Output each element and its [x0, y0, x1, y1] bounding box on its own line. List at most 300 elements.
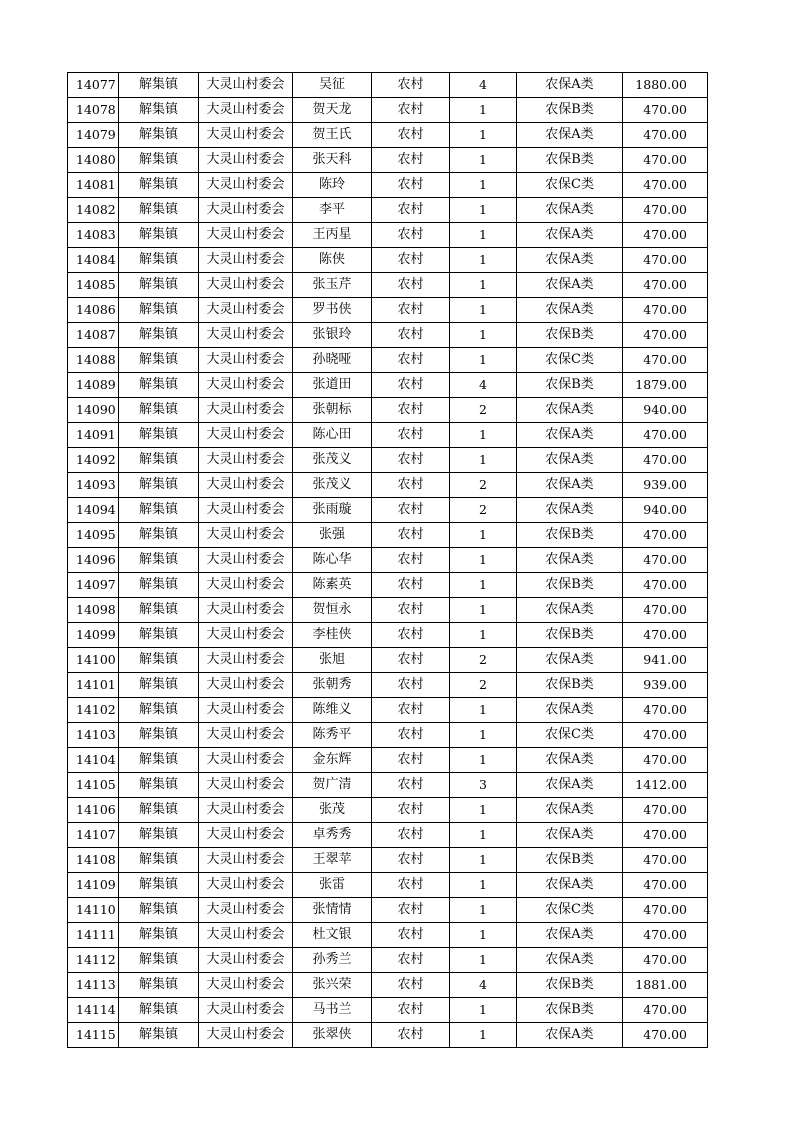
- table-row: [68, 823, 708, 848]
- amount-cell: 470.00: [623, 223, 708, 248]
- amount-cell: 1879.00: [623, 373, 708, 398]
- table-row: [68, 523, 708, 548]
- name-cell: 张天科: [293, 148, 372, 173]
- area-type-cell: 农村: [372, 473, 450, 498]
- table-row: [68, 748, 708, 773]
- area-type-cell: 农村: [372, 848, 450, 873]
- name-cell: 李桂侠: [293, 623, 372, 648]
- village-committee-cell: 大灵山村委会: [199, 473, 293, 498]
- insurance-class-cell: 农保C类: [517, 723, 623, 748]
- village-committee-cell: 大灵山村委会: [199, 873, 293, 898]
- town-cell: 解集镇: [119, 673, 199, 698]
- household-count-cell: 1: [450, 748, 517, 773]
- record-id-cell: 14098: [68, 598, 119, 623]
- insurance-class-cell: 农保B类: [517, 623, 623, 648]
- area-type-cell: 农村: [372, 873, 450, 898]
- area-type-cell: 农村: [372, 323, 450, 348]
- amount-cell: 470.00: [623, 848, 708, 873]
- area-type-cell: 农村: [372, 1023, 450, 1048]
- household-count-cell: 1: [450, 348, 517, 373]
- town-cell: 解集镇: [119, 273, 199, 298]
- town-cell: 解集镇: [119, 373, 199, 398]
- table-row: [68, 798, 708, 823]
- village-committee-cell: 大灵山村委会: [199, 248, 293, 273]
- name-cell: 张朝标: [293, 398, 372, 423]
- record-id-cell: 14104: [68, 748, 119, 773]
- area-type-cell: 农村: [372, 673, 450, 698]
- town-cell: 解集镇: [119, 873, 199, 898]
- household-count-cell: 1: [450, 523, 517, 548]
- household-count-cell: 1: [450, 98, 517, 123]
- name-cell: 张雨璇: [293, 498, 372, 523]
- table-row: [68, 73, 708, 98]
- household-count-cell: 3: [450, 773, 517, 798]
- table-row: [68, 348, 708, 373]
- amount-cell: 470.00: [623, 723, 708, 748]
- amount-cell: 470.00: [623, 273, 708, 298]
- record-id-cell: 14080: [68, 148, 119, 173]
- table-row: [68, 273, 708, 298]
- household-count-cell: 1: [450, 323, 517, 348]
- insurance-class-cell: 农保A类: [517, 73, 623, 98]
- area-type-cell: 农村: [372, 648, 450, 673]
- town-cell: 解集镇: [119, 423, 199, 448]
- village-committee-cell: 大灵山村委会: [199, 298, 293, 323]
- area-type-cell: 农村: [372, 523, 450, 548]
- amount-cell: 470.00: [623, 98, 708, 123]
- amount-cell: 470.00: [623, 623, 708, 648]
- area-type-cell: 农村: [372, 98, 450, 123]
- insurance-class-cell: 农保A类: [517, 823, 623, 848]
- amount-cell: 470.00: [623, 173, 708, 198]
- table-row: [68, 223, 708, 248]
- record-id-cell: 14094: [68, 498, 119, 523]
- town-cell: 解集镇: [119, 223, 199, 248]
- record-id-cell: 14097: [68, 573, 119, 598]
- insurance-class-cell: 农保A类: [517, 248, 623, 273]
- village-committee-cell: 大灵山村委会: [199, 848, 293, 873]
- record-id-cell: 14084: [68, 248, 119, 273]
- amount-cell: 1881.00: [623, 973, 708, 998]
- village-committee-cell: 大灵山村委会: [199, 598, 293, 623]
- table-row: [68, 198, 708, 223]
- insurance-class-cell: 农保A类: [517, 448, 623, 473]
- household-count-cell: 1: [450, 173, 517, 198]
- table-row: [68, 248, 708, 273]
- household-count-cell: 1: [450, 723, 517, 748]
- name-cell: 张强: [293, 523, 372, 548]
- record-id-cell: 14106: [68, 798, 119, 823]
- town-cell: 解集镇: [119, 523, 199, 548]
- area-type-cell: 农村: [372, 398, 450, 423]
- name-cell: 贺王氏: [293, 123, 372, 148]
- table-row: [68, 998, 708, 1023]
- town-cell: 解集镇: [119, 173, 199, 198]
- area-type-cell: 农村: [372, 948, 450, 973]
- town-cell: 解集镇: [119, 148, 199, 173]
- table-row: [68, 873, 708, 898]
- town-cell: 解集镇: [119, 98, 199, 123]
- table-row: [68, 173, 708, 198]
- household-count-cell: 1: [450, 948, 517, 973]
- insurance-class-cell: 农保A类: [517, 398, 623, 423]
- insurance-class-cell: 农保B类: [517, 848, 623, 873]
- household-count-cell: 1: [450, 598, 517, 623]
- household-count-cell: 1: [450, 823, 517, 848]
- table-row: [68, 923, 708, 948]
- name-cell: 陈维义: [293, 698, 372, 723]
- name-cell: 贺天龙: [293, 98, 372, 123]
- amount-cell: 470.00: [623, 323, 708, 348]
- town-cell: 解集镇: [119, 598, 199, 623]
- name-cell: 陈素英: [293, 573, 372, 598]
- village-committee-cell: 大灵山村委会: [199, 523, 293, 548]
- insurance-class-cell: 农保A类: [517, 123, 623, 148]
- town-cell: 解集镇: [119, 123, 199, 148]
- name-cell: 王丙星: [293, 223, 372, 248]
- household-count-cell: 1: [450, 698, 517, 723]
- household-count-cell: 1: [450, 898, 517, 923]
- area-type-cell: 农村: [372, 823, 450, 848]
- table-row: [68, 973, 708, 998]
- insurance-class-cell: 农保C类: [517, 173, 623, 198]
- amount-cell: 470.00: [623, 948, 708, 973]
- village-committee-cell: 大灵山村委会: [199, 373, 293, 398]
- insurance-class-cell: 农保A类: [517, 273, 623, 298]
- area-type-cell: 农村: [372, 598, 450, 623]
- record-id-cell: 14092: [68, 448, 119, 473]
- area-type-cell: 农村: [372, 348, 450, 373]
- table-row: [68, 398, 708, 423]
- insurance-class-cell: 农保C类: [517, 348, 623, 373]
- village-committee-cell: 大灵山村委会: [199, 223, 293, 248]
- area-type-cell: 农村: [372, 998, 450, 1023]
- table-row: [68, 123, 708, 148]
- town-cell: 解集镇: [119, 773, 199, 798]
- table-row: [68, 623, 708, 648]
- record-id-cell: 14093: [68, 473, 119, 498]
- record-id-cell: 14096: [68, 548, 119, 573]
- village-committee-cell: 大灵山村委会: [199, 573, 293, 598]
- amount-cell: 470.00: [623, 123, 708, 148]
- household-count-cell: 2: [450, 648, 517, 673]
- table-row: [68, 573, 708, 598]
- town-cell: 解集镇: [119, 448, 199, 473]
- household-count-cell: 1: [450, 448, 517, 473]
- village-committee-cell: 大灵山村委会: [199, 773, 293, 798]
- amount-cell: 470.00: [623, 198, 708, 223]
- household-count-cell: 1: [450, 273, 517, 298]
- amount-cell: 470.00: [623, 298, 708, 323]
- household-count-cell: 1: [450, 848, 517, 873]
- table-row: [68, 473, 708, 498]
- insurance-class-cell: 农保B类: [517, 373, 623, 398]
- village-committee-cell: 大灵山村委会: [199, 423, 293, 448]
- name-cell: 张兴荣: [293, 973, 372, 998]
- table-row: [68, 723, 708, 748]
- town-cell: 解集镇: [119, 398, 199, 423]
- table-row: [68, 98, 708, 123]
- table-row: [68, 698, 708, 723]
- name-cell: 张玉芹: [293, 273, 372, 298]
- town-cell: 解集镇: [119, 698, 199, 723]
- record-id-cell: 14103: [68, 723, 119, 748]
- amount-cell: 939.00: [623, 673, 708, 698]
- assistance-register-table: [67, 72, 708, 1048]
- area-type-cell: 农村: [372, 198, 450, 223]
- amount-cell: 940.00: [623, 398, 708, 423]
- record-id-cell: 14105: [68, 773, 119, 798]
- amount-cell: 470.00: [623, 998, 708, 1023]
- insurance-class-cell: 农保A类: [517, 473, 623, 498]
- insurance-class-cell: 农保A类: [517, 598, 623, 623]
- household-count-cell: 1: [450, 123, 517, 148]
- insurance-class-cell: 农保B类: [517, 148, 623, 173]
- table-row: [68, 898, 708, 923]
- insurance-class-cell: 农保A类: [517, 873, 623, 898]
- name-cell: 贺广清: [293, 773, 372, 798]
- name-cell: 贺恒永: [293, 598, 372, 623]
- area-type-cell: 农村: [372, 723, 450, 748]
- area-type-cell: 农村: [372, 148, 450, 173]
- town-cell: 解集镇: [119, 573, 199, 598]
- area-type-cell: 农村: [372, 773, 450, 798]
- amount-cell: 470.00: [623, 523, 708, 548]
- amount-cell: 470.00: [623, 598, 708, 623]
- insurance-class-cell: 农保A类: [517, 648, 623, 673]
- area-type-cell: 农村: [372, 448, 450, 473]
- area-type-cell: 农村: [372, 923, 450, 948]
- name-cell: 马书兰: [293, 998, 372, 1023]
- insurance-class-cell: 农保A类: [517, 548, 623, 573]
- amount-cell: 470.00: [623, 548, 708, 573]
- area-type-cell: 农村: [372, 973, 450, 998]
- amount-cell: 470.00: [623, 448, 708, 473]
- table-body: [68, 73, 708, 1048]
- name-cell: 张朝秀: [293, 673, 372, 698]
- insurance-class-cell: 农保B类: [517, 573, 623, 598]
- amount-cell: 470.00: [623, 698, 708, 723]
- record-id-cell: 14082: [68, 198, 119, 223]
- table-row: [68, 598, 708, 623]
- village-committee-cell: 大灵山村委会: [199, 623, 293, 648]
- amount-cell: 470.00: [623, 873, 708, 898]
- area-type-cell: 农村: [372, 698, 450, 723]
- household-count-cell: 1: [450, 198, 517, 223]
- amount-cell: 941.00: [623, 648, 708, 673]
- amount-cell: 470.00: [623, 573, 708, 598]
- amount-cell: 470.00: [623, 798, 708, 823]
- town-cell: 解集镇: [119, 473, 199, 498]
- household-count-cell: 4: [450, 373, 517, 398]
- record-id-cell: 14108: [68, 848, 119, 873]
- record-id-cell: 14109: [68, 873, 119, 898]
- insurance-class-cell: 农保A类: [517, 498, 623, 523]
- household-count-cell: 4: [450, 73, 517, 98]
- amount-cell: 940.00: [623, 498, 708, 523]
- record-id-cell: 14115: [68, 1023, 119, 1048]
- name-cell: 张旭: [293, 648, 372, 673]
- area-type-cell: 农村: [372, 248, 450, 273]
- village-committee-cell: 大灵山村委会: [199, 698, 293, 723]
- table-row: [68, 298, 708, 323]
- area-type-cell: 农村: [372, 123, 450, 148]
- amount-cell: 470.00: [623, 1023, 708, 1048]
- area-type-cell: 农村: [372, 748, 450, 773]
- table-row: [68, 148, 708, 173]
- name-cell: 杜文银: [293, 923, 372, 948]
- record-id-cell: 14102: [68, 698, 119, 723]
- insurance-class-cell: 农保A类: [517, 223, 623, 248]
- insurance-class-cell: 农保A类: [517, 423, 623, 448]
- village-committee-cell: 大灵山村委会: [199, 498, 293, 523]
- table-row: [68, 373, 708, 398]
- village-committee-cell: 大灵山村委会: [199, 98, 293, 123]
- village-committee-cell: 大灵山村委会: [199, 823, 293, 848]
- area-type-cell: 农村: [372, 173, 450, 198]
- record-id-cell: 14078: [68, 98, 119, 123]
- village-committee-cell: 大灵山村委会: [199, 398, 293, 423]
- record-id-cell: 14087: [68, 323, 119, 348]
- table-row: [68, 498, 708, 523]
- record-id-cell: 14111: [68, 923, 119, 948]
- insurance-class-cell: 农保A类: [517, 948, 623, 973]
- amount-cell: 470.00: [623, 898, 708, 923]
- village-committee-cell: 大灵山村委会: [199, 923, 293, 948]
- name-cell: 孙晓哑: [293, 348, 372, 373]
- name-cell: 陈心田: [293, 423, 372, 448]
- household-count-cell: 2: [450, 673, 517, 698]
- town-cell: 解集镇: [119, 198, 199, 223]
- village-committee-cell: 大灵山村委会: [199, 648, 293, 673]
- household-count-cell: 1: [450, 298, 517, 323]
- town-cell: 解集镇: [119, 948, 199, 973]
- village-committee-cell: 大灵山村委会: [199, 273, 293, 298]
- name-cell: 陈心华: [293, 548, 372, 573]
- town-cell: 解集镇: [119, 823, 199, 848]
- village-committee-cell: 大灵山村委会: [199, 723, 293, 748]
- town-cell: 解集镇: [119, 898, 199, 923]
- name-cell: 李平: [293, 198, 372, 223]
- insurance-class-cell: 农保A类: [517, 773, 623, 798]
- table-row: [68, 648, 708, 673]
- table-row: [68, 423, 708, 448]
- insurance-class-cell: 农保A类: [517, 298, 623, 323]
- village-committee-cell: 大灵山村委会: [199, 998, 293, 1023]
- town-cell: 解集镇: [119, 623, 199, 648]
- name-cell: 张翠侠: [293, 1023, 372, 1048]
- insurance-class-cell: 农保A类: [517, 198, 623, 223]
- name-cell: 吴征: [293, 73, 372, 98]
- name-cell: 张茂: [293, 798, 372, 823]
- village-committee-cell: 大灵山村委会: [199, 798, 293, 823]
- name-cell: 张茂义: [293, 473, 372, 498]
- amount-cell: 1412.00: [623, 773, 708, 798]
- name-cell: 张情情: [293, 898, 372, 923]
- record-id-cell: 14107: [68, 823, 119, 848]
- village-committee-cell: 大灵山村委会: [199, 748, 293, 773]
- name-cell: 张道田: [293, 373, 372, 398]
- table-row: [68, 673, 708, 698]
- village-committee-cell: 大灵山村委会: [199, 673, 293, 698]
- record-id-cell: 14079: [68, 123, 119, 148]
- town-cell: 解集镇: [119, 998, 199, 1023]
- record-id-cell: 14089: [68, 373, 119, 398]
- household-count-cell: 2: [450, 473, 517, 498]
- village-committee-cell: 大灵山村委会: [199, 973, 293, 998]
- record-id-cell: 14086: [68, 298, 119, 323]
- area-type-cell: 农村: [372, 373, 450, 398]
- area-type-cell: 农村: [372, 623, 450, 648]
- town-cell: 解集镇: [119, 323, 199, 348]
- name-cell: 陈侠: [293, 248, 372, 273]
- household-count-cell: 1: [450, 148, 517, 173]
- town-cell: 解集镇: [119, 1023, 199, 1048]
- insurance-class-cell: 农保B类: [517, 323, 623, 348]
- village-committee-cell: 大灵山村委会: [199, 323, 293, 348]
- town-cell: 解集镇: [119, 248, 199, 273]
- area-type-cell: 农村: [372, 573, 450, 598]
- insurance-class-cell: 农保B类: [517, 673, 623, 698]
- insurance-class-cell: 农保A类: [517, 798, 623, 823]
- household-count-cell: 4: [450, 973, 517, 998]
- town-cell: 解集镇: [119, 73, 199, 98]
- town-cell: 解集镇: [119, 748, 199, 773]
- area-type-cell: 农村: [372, 498, 450, 523]
- insurance-class-cell: 农保B类: [517, 98, 623, 123]
- record-id-cell: 14095: [68, 523, 119, 548]
- insurance-class-cell: 农保C类: [517, 898, 623, 923]
- record-id-cell: 14100: [68, 648, 119, 673]
- name-cell: 张茂义: [293, 448, 372, 473]
- household-count-cell: 1: [450, 573, 517, 598]
- name-cell: 罗书侠: [293, 298, 372, 323]
- village-committee-cell: 大灵山村委会: [199, 198, 293, 223]
- table-row: [68, 848, 708, 873]
- village-committee-cell: 大灵山村委会: [199, 1023, 293, 1048]
- insurance-class-cell: 农保A类: [517, 923, 623, 948]
- household-count-cell: 1: [450, 923, 517, 948]
- town-cell: 解集镇: [119, 798, 199, 823]
- record-id-cell: 14081: [68, 173, 119, 198]
- household-count-cell: 2: [450, 398, 517, 423]
- amount-cell: 939.00: [623, 473, 708, 498]
- name-cell: 王翠苹: [293, 848, 372, 873]
- record-id-cell: 14101: [68, 673, 119, 698]
- area-type-cell: 农村: [372, 798, 450, 823]
- household-count-cell: 1: [450, 423, 517, 448]
- village-committee-cell: 大灵山村委会: [199, 73, 293, 98]
- village-committee-cell: 大灵山村委会: [199, 898, 293, 923]
- name-cell: 孙秀兰: [293, 948, 372, 973]
- town-cell: 解集镇: [119, 723, 199, 748]
- amount-cell: 470.00: [623, 748, 708, 773]
- household-count-cell: 1: [450, 998, 517, 1023]
- amount-cell: 470.00: [623, 148, 708, 173]
- record-id-cell: 14088: [68, 348, 119, 373]
- name-cell: 张银玲: [293, 323, 372, 348]
- town-cell: 解集镇: [119, 923, 199, 948]
- amount-cell: 1880.00: [623, 73, 708, 98]
- name-cell: 陈秀平: [293, 723, 372, 748]
- village-committee-cell: 大灵山村委会: [199, 948, 293, 973]
- name-cell: 张雷: [293, 873, 372, 898]
- household-count-cell: 1: [450, 1023, 517, 1048]
- area-type-cell: 农村: [372, 298, 450, 323]
- table-row: [68, 1023, 708, 1048]
- household-count-cell: 1: [450, 548, 517, 573]
- village-committee-cell: 大灵山村委会: [199, 123, 293, 148]
